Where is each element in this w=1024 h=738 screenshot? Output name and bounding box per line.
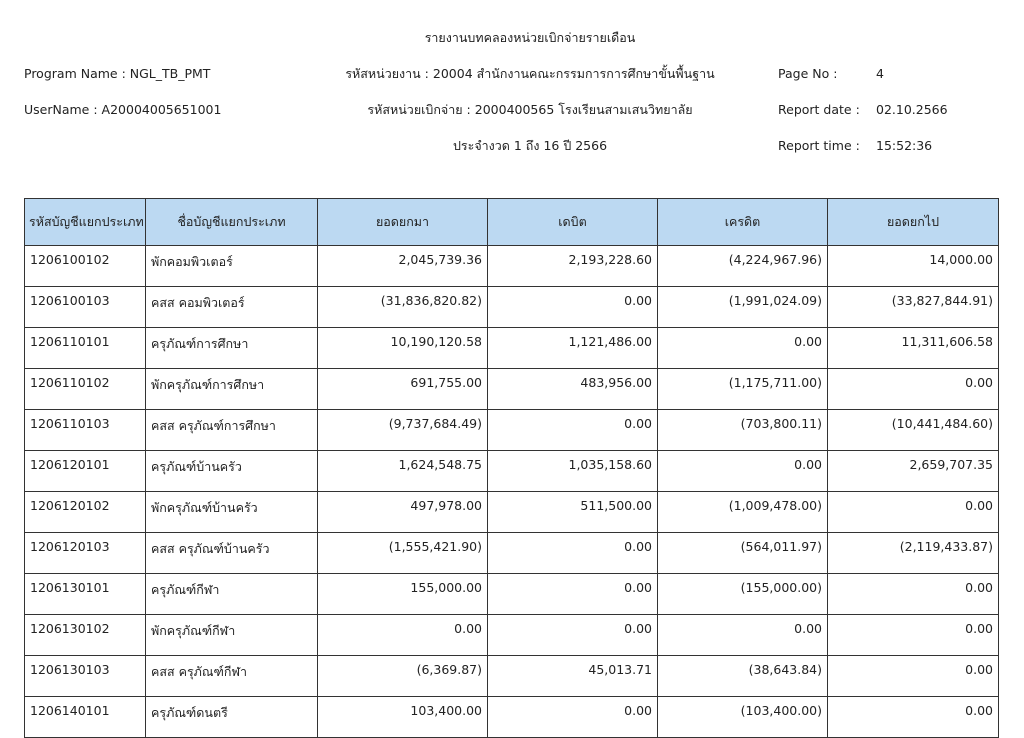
table-row <box>25 697 999 738</box>
cell-account-name: พักคอมพิวเตอร์ <box>146 246 318 287</box>
report-date-label: Report date : <box>778 102 860 117</box>
cell-opening-balance: (1,555,421.90) <box>318 533 488 574</box>
cell-account-code: 1206110103 <box>25 410 146 451</box>
cell-account-name: คสส ครุภัณฑ์บ้านครัว <box>146 533 318 574</box>
user-name <box>24 102 221 118</box>
cell-opening-balance: 2,045,739.36 <box>318 246 488 287</box>
table-row <box>25 287 999 328</box>
cell-opening-balance: (9,737,684.49) <box>318 410 488 451</box>
report-period: ประจำงวด 1 ถึง 16 ปี 2566 <box>452 138 608 153</box>
table-row <box>25 369 999 410</box>
cell-account-name: ครุภัณฑ์กีฬา <box>146 574 318 615</box>
cell-account-code: 1206130101 <box>25 574 146 615</box>
cell-account-name: พักครุภัณฑ์กีฬา <box>146 615 318 656</box>
cell-opening-balance: 0.00 <box>318 615 488 656</box>
cell-closing-balance: (2,119,433.87) <box>828 533 999 574</box>
cell-debit: 0.00 <box>488 287 658 328</box>
header-credit: เครดิต <box>658 199 828 246</box>
table-row <box>25 246 999 287</box>
program-name <box>24 66 210 82</box>
header-debit: เดบิต <box>488 199 658 246</box>
table-row <box>25 574 999 615</box>
cell-credit: (155,000.00) <box>658 574 828 615</box>
disbursement-unit <box>367 102 692 118</box>
cell-opening-balance: 10,190,120.58 <box>318 328 488 369</box>
agency-code-value: 20004 สำนักงานคณะกรรมการการศึกษาขั้นพื้นฐาน <box>432 66 715 81</box>
cell-debit: 2,193,228.60 <box>488 246 658 287</box>
ledger-table <box>24 198 999 738</box>
cell-account-name: ครุภัณฑ์ดนตรี <box>146 697 318 738</box>
table-row <box>25 533 999 574</box>
cell-closing-balance: 14,000.00 <box>828 246 999 287</box>
cell-account-name: คสส ครุภัณฑ์กีฬา <box>146 656 318 697</box>
cell-account-code: 1206120102 <box>25 492 146 533</box>
cell-debit: 511,500.00 <box>488 492 658 533</box>
table-row <box>25 615 999 656</box>
cell-debit: 0.00 <box>488 410 658 451</box>
cell-account-code: 1206120101 <box>25 451 146 492</box>
cell-debit: 0.00 <box>488 697 658 738</box>
cell-closing-balance: 0.00 <box>828 615 999 656</box>
cell-debit: 483,956.00 <box>488 369 658 410</box>
cell-account-name: พักครุภัณฑ์การศึกษา <box>146 369 318 410</box>
cell-account-code: 1206130103 <box>25 656 146 697</box>
cell-credit: (103,400.00) <box>658 697 828 738</box>
cell-debit: 45,013.71 <box>488 656 658 697</box>
cell-credit: 0.00 <box>658 328 828 369</box>
cell-account-name: พักครุภัณฑ์บ้านครัว <box>146 492 318 533</box>
cell-account-name: ครุภัณฑ์การศึกษา <box>146 328 318 369</box>
cell-account-name: ครุภัณฑ์บ้านครัว <box>146 451 318 492</box>
cell-credit: 0.00 <box>658 451 828 492</box>
table-row <box>25 328 999 369</box>
cell-closing-balance: 0.00 <box>828 492 999 533</box>
cell-account-code: 1206110101 <box>25 328 146 369</box>
cell-debit: 1,035,158.60 <box>488 451 658 492</box>
cell-closing-balance: (33,827,844.91) <box>828 287 999 328</box>
cell-closing-balance: 0.00 <box>828 656 999 697</box>
table-header-row <box>25 199 999 246</box>
cell-account-code: 1206120103 <box>25 533 146 574</box>
cell-opening-balance: 103,400.00 <box>318 697 488 738</box>
cell-credit: (1,009,478.00) <box>658 492 828 533</box>
program-name-value: NGL_TB_PMT <box>129 66 211 81</box>
cell-debit: 0.00 <box>488 533 658 574</box>
cell-closing-balance: 0.00 <box>828 697 999 738</box>
page-no-value: 4 <box>876 66 884 81</box>
cell-closing-balance: 0.00 <box>828 574 999 615</box>
cell-closing-balance: 0.00 <box>828 369 999 410</box>
cell-closing-balance: 2,659,707.35 <box>828 451 999 492</box>
table-row <box>25 451 999 492</box>
header-closing-balance: ยอดยกไป <box>828 199 999 246</box>
cell-closing-balance: (10,441,484.60) <box>828 410 999 451</box>
cell-opening-balance: 691,755.00 <box>318 369 488 410</box>
cell-credit: (38,643.84) <box>658 656 828 697</box>
cell-credit: (564,011.97) <box>658 533 828 574</box>
page-no-label: Page No : <box>778 66 838 81</box>
cell-credit: (703,800.11) <box>658 410 828 451</box>
cell-account-name: คสส คอมพิวเตอร์ <box>146 287 318 328</box>
disbursement-unit-label: รหัสหน่วยเบิกจ่าย : <box>367 102 471 117</box>
report-time-label: Report time : <box>778 138 860 153</box>
user-name-label: UserName : <box>24 102 98 117</box>
user-name-value: A20004005651001 <box>101 102 222 117</box>
cell-closing-balance: 11,311,606.58 <box>828 328 999 369</box>
report-time-value: 15:52:36 <box>876 138 933 153</box>
header-account-code: รหัสบัญชีแยกประเภท <box>25 199 146 246</box>
header-opening-balance: ยอดยกมา <box>318 199 488 246</box>
cell-debit: 0.00 <box>488 615 658 656</box>
table-row <box>25 410 999 451</box>
cell-credit: (1,991,024.09) <box>658 287 828 328</box>
cell-account-code: 1206100103 <box>25 287 146 328</box>
header-account-name: ชื่อบัญชีแยกประเภท <box>146 199 318 246</box>
cell-opening-balance: (31,836,820.82) <box>318 287 488 328</box>
report-title: รายงานบทคลองหน่วยเบิกจ่ายรายเดือน <box>424 30 636 45</box>
cell-opening-balance: 155,000.00 <box>318 574 488 615</box>
cell-opening-balance: 1,624,548.75 <box>318 451 488 492</box>
cell-credit: (1,175,711.00) <box>658 369 828 410</box>
cell-account-code: 1206130102 <box>25 615 146 656</box>
cell-opening-balance: 497,978.00 <box>318 492 488 533</box>
table-row <box>25 492 999 533</box>
cell-account-code: 1206110102 <box>25 369 146 410</box>
disbursement-unit-value: 2000400565 โรงเรียนสามเสนวิทยาลัย <box>474 102 693 117</box>
report-date-value: 02.10.2566 <box>876 102 948 117</box>
agency-code-label: รหัสหน่วยงาน : <box>345 66 429 81</box>
cell-credit: 0.00 <box>658 615 828 656</box>
cell-account-name: คสส ครุภัณฑ์การศึกษา <box>146 410 318 451</box>
cell-credit: (4,224,967.96) <box>658 246 828 287</box>
cell-debit: 0.00 <box>488 574 658 615</box>
cell-account-code: 1206140101 <box>25 697 146 738</box>
program-name-label: Program Name : <box>24 66 126 81</box>
cell-account-code: 1206100102 <box>25 246 146 287</box>
cell-debit: 1,121,486.00 <box>488 328 658 369</box>
cell-opening-balance: (6,369.87) <box>318 656 488 697</box>
agency-code <box>345 66 714 82</box>
table-row <box>25 656 999 697</box>
